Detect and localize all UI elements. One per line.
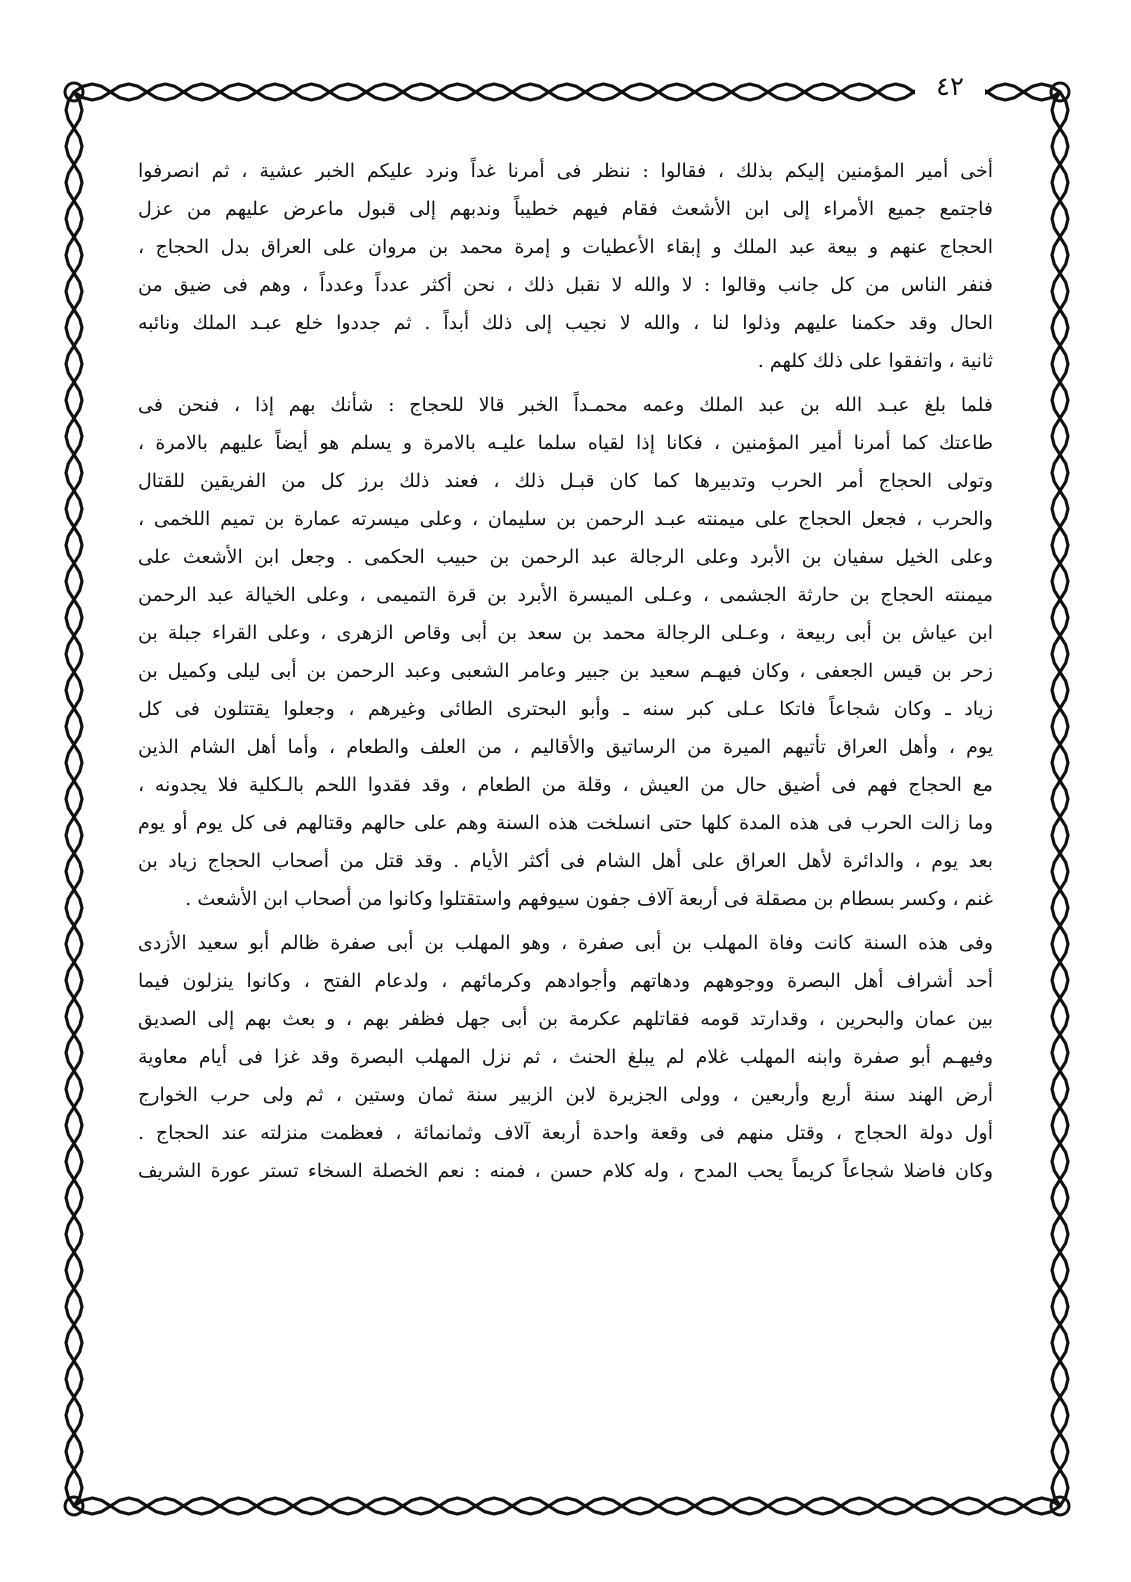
text-line: أول دولة الحجاج ، وقتل منهم فى وقعة واحدة أربعة آلاف وثمانمائة ، فعظمت منزلته عند الحجاج . [138, 1122, 993, 1144]
text-line: فاجتمع جميع الأمراء إلى ابن الأشعث فقام فيهم خطيباً وندبهم إلى قبول ماعرض عليهم من عزل [138, 198, 993, 220]
text-line: فلما بلغ عبـد الله بن عبد الملك وعمه محمـداً الخبر قالا للحجاج : شأنك بهم إذا ، فنحن فى [138, 394, 993, 416]
text-line: وعلى الخيل سفيان بن الأبرد وعلى الرجالة عبد الرحمن بن حبيب الحكمى . وجعل ابن الأشعث على [138, 546, 993, 568]
text-line: زحر بن قيس الجعفى ، وكان فيهـم سعيد بن جبير وعامر الشعبى وعبد الرحمن بن أبى ليلى وكميل بن [138, 660, 993, 682]
paragraph [138, 386, 993, 918]
text-line: يوم ، وأهل العراق تأتيهم الميرة من الرساتيق والأقاليم ، من العلف والطعام ، وأما أهل الشام الذين [138, 736, 993, 758]
text-line: فنفر الناس من كل جانب وقالوا : لا والله لا نقبل ذلك ، نحن أكثر عدداً وعدداً ، وهم فى ضيق من [138, 274, 993, 296]
text-line: وفى هذه السنة كانت وفاة المهلب بن أبى صفرة ، وهو المهلب بن أبى صفرة ظالم أبو سعيد الأزدى [138, 932, 993, 954]
text-line: طاعتك كما أمرنا أمير المؤمنين ، فكانا إذا لقياه سلما عليـه بالامرة و يسلم هو أيضاً عليهم بالامرة ، [138, 432, 993, 454]
text-line: الحجاج عنهم و بيعة عبد الملك و إبقاء الأعطيات و إمرة محمد بن مروان على العراق بدل الحجاج ، [138, 236, 993, 258]
paragraph [138, 152, 993, 380]
text-line: أخى أمير المؤمنين إليكم بذلك ، فقالوا : ننظر فى أمرنا غداً ونرد عليكم الخبر عشية ، ثم انصرفوا [138, 160, 993, 182]
text-line: زياد ـ وكان شجاعاً فاتكا عـلى كبر سنه ـ وأبو البحترى الطائى وغيرهم ، وجعلوا يقتتلون فى كل [138, 698, 993, 720]
text-line: أرض الهند سنة أربع وأربعين ، وولى الجزيرة لابن الزبير سنة ثمان وستين ، ثم ولى حرب الخوارج [138, 1084, 993, 1106]
text-line: بعد يوم ، والدائرة لأهل العراق على أهل الشام فى أكثر الأيام . وقد قتل من أصحاب الحجاج زياد بن [138, 850, 993, 872]
text-line: أحد أشراف أهل البصرة ووجوههم ودهاتهم وأجوادهم وكرمائهم ، ولدعام الفتح ، وكانوا ينزلون فيما [138, 970, 993, 992]
page-body-text [138, 152, 993, 1490]
text-line: مع الحجاج فهم فى أضيق حال من العيش ، وقلة من الطعام ، وقد فقدوا اللحم بالـكلية فلا يجدونه ، [138, 774, 993, 796]
text-line: بين عمان والبحرين ، وقدارتد قومه فقاتلهم عكرمة بن أبى جهل فظفر بهم ، و بعث بهم إلى الصديق [138, 1008, 993, 1030]
text-line: ميمنته الحجاج بن حارثة الجشمى ، وعـلى الميسرة الأبرد بن قرة التميمى ، وعلى الخيالة عبد الرحمن [138, 584, 993, 606]
text-line: وما زالت الحرب فى هذه المدة كلها حتى انسلخت هذه السنة وهم على حالهم وقتالهم فى كل يوم أو يوم [138, 812, 993, 834]
text-line: والحرب ، فجعل الحجاج على ميمنته عبـد الرحمن بن سليمان ، وعلى ميسرته عمارة بن تميم اللخمى ، [138, 508, 993, 530]
text-line: ثانية ، واتفقوا على ذلك كلهم . [757, 350, 993, 372]
text-line: ابن عياش بن أبى ربيعة ، وعـلى الرجالة محمد بن سعد بن أبى وقاص الزهرى ، وعلى القراء جبلة بن [138, 622, 993, 644]
paragraph [138, 924, 993, 1190]
text-line: وفيهـم أبو صفرة وابنه المهلب غلام لم يبلغ الحنث ، ثم نزل المهلب البصرة وقد غزا فى أيام معاوية [138, 1046, 993, 1068]
text-line: الحال وقد حكمنا عليهم وذلوا لنا ، والله لا نجيب إلى ذلك أبداً . ثم جددوا خلع عبـد الملك ونائبه [138, 312, 993, 334]
text-line: وتولى الحجاج أمر الحرب وتدبيرها كما كان قبـل ذلك ، فعند ذلك برز كل من الفريقين للقتال [138, 470, 993, 492]
text-line: غنم ، وكسر بسطام بن مصقلة فى أربعة آلاف جفون سيوفهم واستقتلوا وكانوا من أصحاب ابن الأشعث . [185, 888, 993, 910]
page-number: ٤٢ [915, 70, 985, 104]
text-line: وكان فاضلا شجاعاً كريماً يحب المدح ، وله كلام حسن ، فمنه : نعم الخصلة السخاء تستر عورة الشريف [138, 1160, 993, 1182]
